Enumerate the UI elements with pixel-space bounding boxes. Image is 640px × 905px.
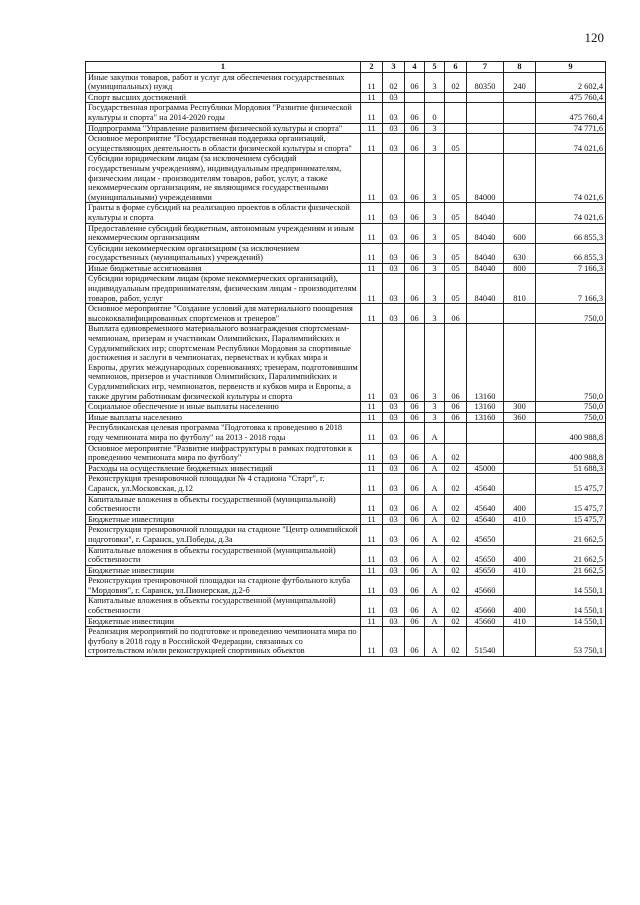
cell-csr-direction: 84040	[467, 263, 504, 274]
cell-csr-event: 06	[445, 324, 467, 402]
cell-rz: 11	[361, 274, 383, 304]
cell-amount: 51 688,3	[536, 463, 606, 474]
cell-amount: 7 166,3	[536, 263, 606, 274]
cell-csr-program: 06	[405, 443, 425, 463]
cell-amount: 74 771,6	[536, 123, 606, 134]
table-row	[86, 402, 606, 413]
header-cell-3: 3	[383, 62, 405, 73]
cell-amount: 66 855,3	[536, 243, 606, 263]
table-row	[86, 423, 606, 443]
cell-csr-direction	[467, 304, 504, 324]
cell-csr-subprogram: А	[425, 565, 445, 576]
cell-name: Спорт высших достижений	[86, 92, 361, 103]
cell-name: Субсидии юридическим лицам (кроме некоммерческих организаций), индивидуальным предпринимателям, физическим лицам - производителям товаров, работ, услуг	[86, 274, 361, 304]
cell-csr-subprogram: А	[425, 443, 445, 463]
cell-csr-subprogram: 3	[425, 412, 445, 423]
cell-csr-direction: 45640	[467, 474, 504, 494]
cell-rz: 11	[361, 243, 383, 263]
cell-rz: 11	[361, 545, 383, 565]
cell-name: Гранты в форме субсидий на реализацию проектов в области физической культуры и спорта	[86, 203, 361, 223]
cell-amount: 66 855,3	[536, 223, 606, 243]
cell-vr: 630	[504, 243, 536, 263]
cell-amount: 53 750,1	[536, 627, 606, 657]
cell-name: Субсидии юридическим лицам (за исключением субсидий государственным учреждениям), индивидуальным предпринимателям, физическим лицам - производителям товаров, работ, услуг, а также некоммерческим организациям, не являющимся государственными (муниципальными) учреждениями	[86, 154, 361, 203]
cell-csr-program: 06	[405, 627, 425, 657]
cell-pr: 03	[383, 627, 405, 657]
cell-vr	[504, 123, 536, 134]
cell-csr-event: 02	[445, 576, 467, 596]
cell-pr: 03	[383, 474, 405, 494]
cell-rz: 11	[361, 92, 383, 103]
table-row	[86, 223, 606, 243]
cell-csr-subprogram: А	[425, 463, 445, 474]
header-cell-8: 8	[504, 62, 536, 73]
cell-pr: 03	[383, 304, 405, 324]
cell-rz: 11	[361, 263, 383, 274]
cell-pr: 03	[383, 525, 405, 545]
cell-pr: 03	[383, 103, 405, 123]
cell-name: Республиканская целевая программа "Подготовка к проведению в 2018 году чемпионата мира по футболу" на 2013 - 2018 годы	[86, 423, 361, 443]
cell-pr: 03	[383, 123, 405, 134]
cell-name: Основное мероприятие "Развитие инфраструктуры в рамках подготовки к проведению чемпионата мира по футболу"	[86, 443, 361, 463]
cell-csr-subprogram: А	[425, 525, 445, 545]
cell-amount: 21 662,5	[536, 525, 606, 545]
cell-vr: 400	[504, 596, 536, 616]
cell-name: Реконструкция тренировочной площадки на стадионе футбольного клуба "Мордовия", г. Саранск, ул.Пионерская, д.2-б	[86, 576, 361, 596]
header-cell-6: 6	[445, 62, 467, 73]
cell-csr-program: 06	[405, 123, 425, 134]
cell-amount: 74 021,6	[536, 134, 606, 154]
table-header-row	[86, 62, 606, 73]
cell-name: Социальное обеспечение и иные выплаты населению	[86, 402, 361, 413]
cell-csr-subprogram: А	[425, 545, 445, 565]
cell-csr-event: 02	[445, 474, 467, 494]
cell-csr-event: 02	[445, 545, 467, 565]
cell-name: Субсидии некоммерческим организациям (за исключением государственных (муниципальных) учреждений)	[86, 243, 361, 263]
cell-csr-event: 02	[445, 525, 467, 545]
cell-amount: 74 021,6	[536, 203, 606, 223]
cell-csr-program: 06	[405, 72, 425, 92]
cell-rz: 11	[361, 412, 383, 423]
cell-rz: 11	[361, 627, 383, 657]
cell-csr-direction	[467, 423, 504, 443]
cell-amount: 14 550,1	[536, 576, 606, 596]
cell-csr-event	[445, 423, 467, 443]
cell-pr: 03	[383, 423, 405, 443]
cell-csr-subprogram: А	[425, 423, 445, 443]
cell-amount: 14 550,1	[536, 616, 606, 627]
table-row	[86, 304, 606, 324]
cell-csr-subprogram	[425, 92, 445, 103]
cell-csr-program: 06	[405, 274, 425, 304]
table-row	[86, 616, 606, 627]
cell-pr: 03	[383, 463, 405, 474]
header-cell-1: 1	[86, 62, 361, 73]
cell-vr	[504, 525, 536, 545]
cell-rz: 11	[361, 304, 383, 324]
cell-pr: 03	[383, 412, 405, 423]
cell-csr-program: 06	[405, 576, 425, 596]
table-row	[86, 525, 606, 545]
cell-rz: 11	[361, 596, 383, 616]
cell-name: Основное мероприятие "Государственная поддержка организаций, осуществляющих деятельность в области физической культуры и спорта"	[86, 134, 361, 154]
cell-pr: 03	[383, 134, 405, 154]
cell-rz: 11	[361, 474, 383, 494]
cell-csr-subprogram: А	[425, 596, 445, 616]
cell-vr	[504, 443, 536, 463]
cell-csr-event: 06	[445, 402, 467, 413]
cell-csr-event: 05	[445, 203, 467, 223]
cell-vr	[504, 576, 536, 596]
cell-csr-direction: 45660	[467, 576, 504, 596]
cell-pr: 03	[383, 274, 405, 304]
table-row	[86, 412, 606, 423]
cell-vr: 400	[504, 545, 536, 565]
cell-rz: 11	[361, 463, 383, 474]
cell-vr	[504, 154, 536, 203]
cell-name: Государственная программа Республики Мордовия "Развитие физической культуры и спорта" на 2014-2020 годы	[86, 103, 361, 123]
budget-table	[85, 61, 606, 657]
cell-rz: 11	[361, 223, 383, 243]
cell-csr-program: 06	[405, 525, 425, 545]
table-row	[86, 123, 606, 134]
cell-name: Капитальные вложения в объекты государственной (муниципальной) собственности	[86, 545, 361, 565]
cell-csr-program: 06	[405, 134, 425, 154]
cell-vr: 400	[504, 494, 536, 514]
cell-csr-direction: 80350	[467, 72, 504, 92]
cell-rz: 11	[361, 203, 383, 223]
cell-csr-event	[445, 123, 467, 134]
cell-vr	[504, 103, 536, 123]
cell-csr-subprogram: 3	[425, 203, 445, 223]
cell-csr-program: 06	[405, 203, 425, 223]
cell-pr: 03	[383, 576, 405, 596]
cell-amount: 21 662,5	[536, 565, 606, 576]
cell-pr: 03	[383, 203, 405, 223]
cell-pr: 03	[383, 92, 405, 103]
cell-amount: 21 662,5	[536, 545, 606, 565]
cell-csr-event: 05	[445, 274, 467, 304]
cell-csr-direction: 84000	[467, 154, 504, 203]
cell-csr-program: 06	[405, 616, 425, 627]
cell-name: Бюджетные инвестиции	[86, 565, 361, 576]
cell-csr-subprogram: 3	[425, 324, 445, 402]
cell-name: Бюджетные инвестиции	[86, 514, 361, 525]
header-cell-5: 5	[425, 62, 445, 73]
table-row	[86, 494, 606, 514]
cell-pr: 03	[383, 243, 405, 263]
cell-csr-program: 06	[405, 565, 425, 576]
cell-csr-event: 02	[445, 616, 467, 627]
cell-name: Подпрограмма "Управление развитием физической культуры и спорта"	[86, 123, 361, 134]
cell-amount: 7 166,3	[536, 274, 606, 304]
cell-vr: 410	[504, 565, 536, 576]
cell-vr: 410	[504, 616, 536, 627]
table-row	[86, 576, 606, 596]
cell-rz: 11	[361, 402, 383, 413]
cell-rz: 11	[361, 103, 383, 123]
cell-rz: 11	[361, 443, 383, 463]
cell-csr-program: 06	[405, 154, 425, 203]
cell-csr-event	[445, 103, 467, 123]
table-row	[86, 154, 606, 203]
cell-csr-program: 06	[405, 463, 425, 474]
cell-csr-direction: 45000	[467, 463, 504, 474]
cell-csr-program: 06	[405, 223, 425, 243]
cell-pr: 03	[383, 443, 405, 463]
cell-vr	[504, 92, 536, 103]
cell-amount: 475 760,4	[536, 103, 606, 123]
cell-csr-direction: 84040	[467, 243, 504, 263]
cell-vr	[504, 134, 536, 154]
cell-csr-program: 06	[405, 494, 425, 514]
cell-name: Иные выплаты населению	[86, 412, 361, 423]
cell-rz: 11	[361, 576, 383, 596]
cell-csr-subprogram: 3	[425, 263, 445, 274]
cell-vr: 240	[504, 72, 536, 92]
cell-csr-program: 06	[405, 103, 425, 123]
cell-csr-event: 02	[445, 494, 467, 514]
cell-csr-direction: 51540	[467, 627, 504, 657]
cell-csr-subprogram: 3	[425, 402, 445, 413]
cell-csr-subprogram: 3	[425, 154, 445, 203]
cell-vr: 800	[504, 263, 536, 274]
cell-csr-program: 06	[405, 304, 425, 324]
cell-csr-direction	[467, 123, 504, 134]
cell-csr-subprogram: 3	[425, 304, 445, 324]
cell-csr-subprogram: А	[425, 616, 445, 627]
table-row	[86, 324, 606, 402]
cell-pr: 03	[383, 263, 405, 274]
cell-csr-direction: 13160	[467, 412, 504, 423]
cell-vr	[504, 304, 536, 324]
cell-amount: 14 550,1	[536, 596, 606, 616]
cell-rz: 11	[361, 123, 383, 134]
cell-csr-event: 02	[445, 72, 467, 92]
cell-amount: 475 760,4	[536, 92, 606, 103]
header-cell-4: 4	[405, 62, 425, 73]
cell-pr: 03	[383, 596, 405, 616]
table-row	[86, 103, 606, 123]
cell-csr-subprogram: А	[425, 627, 445, 657]
cell-name: Расходы на осуществление бюджетных инвестиций	[86, 463, 361, 474]
cell-csr-event	[445, 92, 467, 103]
cell-amount: 74 021,6	[536, 154, 606, 203]
cell-csr-program	[405, 92, 425, 103]
cell-rz: 11	[361, 616, 383, 627]
cell-csr-program: 06	[405, 324, 425, 402]
cell-csr-subprogram: 3	[425, 72, 445, 92]
cell-csr-direction: 13160	[467, 402, 504, 413]
cell-pr: 03	[383, 565, 405, 576]
header-cell-2: 2	[361, 62, 383, 73]
cell-csr-subprogram: 3	[425, 243, 445, 263]
cell-amount: 750,0	[536, 324, 606, 402]
cell-rz: 11	[361, 154, 383, 203]
cell-csr-event: 05	[445, 223, 467, 243]
header-cell-7: 7	[467, 62, 504, 73]
cell-rz: 11	[361, 423, 383, 443]
cell-csr-direction: 45640	[467, 514, 504, 525]
cell-amount: 2 602,4	[536, 72, 606, 92]
cell-pr: 03	[383, 223, 405, 243]
table-row	[86, 243, 606, 263]
cell-rz: 11	[361, 565, 383, 576]
cell-name: Капитальные вложения в объекты государственной (муниципальной) собственности	[86, 494, 361, 514]
cell-csr-event: 06	[445, 412, 467, 423]
cell-csr-event: 06	[445, 304, 467, 324]
cell-pr: 03	[383, 494, 405, 514]
cell-csr-direction: 45640	[467, 494, 504, 514]
cell-amount: 750,0	[536, 304, 606, 324]
cell-csr-program: 06	[405, 412, 425, 423]
cell-csr-program: 06	[405, 402, 425, 413]
header-cell-9: 9	[536, 62, 606, 73]
cell-csr-direction: 84040	[467, 274, 504, 304]
table-row	[86, 443, 606, 463]
cell-csr-direction	[467, 134, 504, 154]
cell-pr: 03	[383, 514, 405, 525]
cell-csr-direction	[467, 443, 504, 463]
cell-rz: 11	[361, 134, 383, 154]
cell-vr	[504, 627, 536, 657]
cell-csr-program: 06	[405, 596, 425, 616]
cell-name: Реконструкция тренировочной площадки на стадионе "Центр олимпийской подготовки", г. Саранск, ул.Победы, д.3а	[86, 525, 361, 545]
cell-vr	[504, 203, 536, 223]
cell-pr: 03	[383, 545, 405, 565]
cell-csr-event: 02	[445, 443, 467, 463]
cell-csr-program: 06	[405, 243, 425, 263]
cell-pr: 03	[383, 324, 405, 402]
table-row	[86, 263, 606, 274]
table-row	[86, 545, 606, 565]
table-row	[86, 627, 606, 657]
cell-csr-direction	[467, 103, 504, 123]
cell-vr: 600	[504, 223, 536, 243]
table-row	[86, 203, 606, 223]
cell-csr-program: 06	[405, 545, 425, 565]
cell-csr-direction: 84040	[467, 223, 504, 243]
cell-name: Основное мероприятие "Создание условий для материального поощрения высококвалифицированных спортсменов и тренеров"	[86, 304, 361, 324]
table-row	[86, 274, 606, 304]
cell-name: Реализация мероприятий по подготовке и проведению чемпионата мира по футболу в 2018 году в Российской Федерации, связанных со строительством и/или реконструкцией спортивных объектов	[86, 627, 361, 657]
table-row	[86, 463, 606, 474]
cell-vr: 360	[504, 412, 536, 423]
cell-pr: 03	[383, 616, 405, 627]
cell-csr-event: 05	[445, 243, 467, 263]
cell-csr-program: 06	[405, 263, 425, 274]
cell-csr-direction: 13160	[467, 324, 504, 402]
cell-csr-program: 06	[405, 474, 425, 494]
cell-csr-subprogram: А	[425, 494, 445, 514]
cell-name: Бюджетные инвестиции	[86, 616, 361, 627]
cell-csr-direction: 45660	[467, 616, 504, 627]
cell-rz: 11	[361, 494, 383, 514]
cell-name: Реконструкция тренировочной площадки № 4 стадиона "Старт", г. Саранск, ул.Московская, д.12	[86, 474, 361, 494]
cell-csr-subprogram: 3	[425, 223, 445, 243]
cell-vr	[504, 463, 536, 474]
cell-amount: 400 988,8	[536, 443, 606, 463]
cell-csr-event: 05	[445, 134, 467, 154]
cell-csr-program: 06	[405, 423, 425, 443]
cell-csr-event: 02	[445, 514, 467, 525]
table-row	[86, 474, 606, 494]
cell-name: Предоставление субсидий бюджетным, автономным учреждениям и иным некоммерческим организациям	[86, 223, 361, 243]
cell-vr: 810	[504, 274, 536, 304]
cell-vr	[504, 423, 536, 443]
cell-csr-program: 06	[405, 514, 425, 525]
table-row	[86, 92, 606, 103]
cell-csr-subprogram: 3	[425, 274, 445, 304]
cell-pr: 02	[383, 72, 405, 92]
table-row	[86, 596, 606, 616]
cell-csr-event: 02	[445, 596, 467, 616]
cell-rz: 11	[361, 514, 383, 525]
cell-vr	[504, 324, 536, 402]
cell-csr-subprogram: 3	[425, 134, 445, 154]
cell-csr-event: 02	[445, 565, 467, 576]
cell-csr-subprogram: А	[425, 474, 445, 494]
cell-csr-direction	[467, 92, 504, 103]
cell-pr: 03	[383, 154, 405, 203]
cell-amount: 15 475,7	[536, 514, 606, 525]
cell-amount: 15 475,7	[536, 474, 606, 494]
cell-csr-event: 02	[445, 463, 467, 474]
cell-csr-direction: 45650	[467, 565, 504, 576]
cell-csr-subprogram: А	[425, 514, 445, 525]
table-row	[86, 514, 606, 525]
cell-name: Иные бюджетные ассигнования	[86, 263, 361, 274]
cell-name: Капитальные вложения в объекты государственной (муниципальной) собственности	[86, 596, 361, 616]
cell-rz: 11	[361, 72, 383, 92]
cell-name: Выплата единовременного материального вознаграждения спортсменам-чемпионам, призерам и участникам Олимпийских, Паралимпийских и Сурдлимпийских игр; спортсменам Республики Мордовия за спортивные достижения и заслуги в чемпионатах, первенствах и кубках мира и Европы, других международных соревнованиях; тренерам, подготовившим чемпионов, призеров и участников Олимпийских, Паралимпийских и Сурдлимпийских игр, чемпионатов, первенств и кубков мира и Европы, а также другим работникам физической культуры и спорта	[86, 324, 361, 402]
cell-amount: 15 475,7	[536, 494, 606, 514]
cell-vr: 300	[504, 402, 536, 413]
cell-csr-direction: 45660	[467, 596, 504, 616]
cell-rz: 11	[361, 324, 383, 402]
cell-csr-direction: 45650	[467, 545, 504, 565]
cell-amount: 750,0	[536, 412, 606, 423]
cell-csr-subprogram: А	[425, 576, 445, 596]
cell-amount: 400 988,8	[536, 423, 606, 443]
cell-pr: 03	[383, 402, 405, 413]
page-number: 120	[584, 30, 604, 45]
cell-vr	[504, 474, 536, 494]
cell-csr-event: 02	[445, 627, 467, 657]
table-body	[86, 72, 606, 656]
table-row	[86, 134, 606, 154]
cell-csr-direction: 84040	[467, 203, 504, 223]
table-row	[86, 565, 606, 576]
cell-rz: 11	[361, 525, 383, 545]
cell-csr-direction: 45650	[467, 525, 504, 545]
cell-name: Иные закупки товаров, работ и услуг для обеспечения государственных (муниципальных) нужд	[86, 72, 361, 92]
cell-csr-subprogram: 0	[425, 103, 445, 123]
cell-vr: 410	[504, 514, 536, 525]
table-row	[86, 72, 606, 92]
cell-csr-event: 05	[445, 154, 467, 203]
cell-amount: 750,0	[536, 402, 606, 413]
cell-csr-event: 05	[445, 263, 467, 274]
cell-csr-subprogram: 3	[425, 123, 445, 134]
